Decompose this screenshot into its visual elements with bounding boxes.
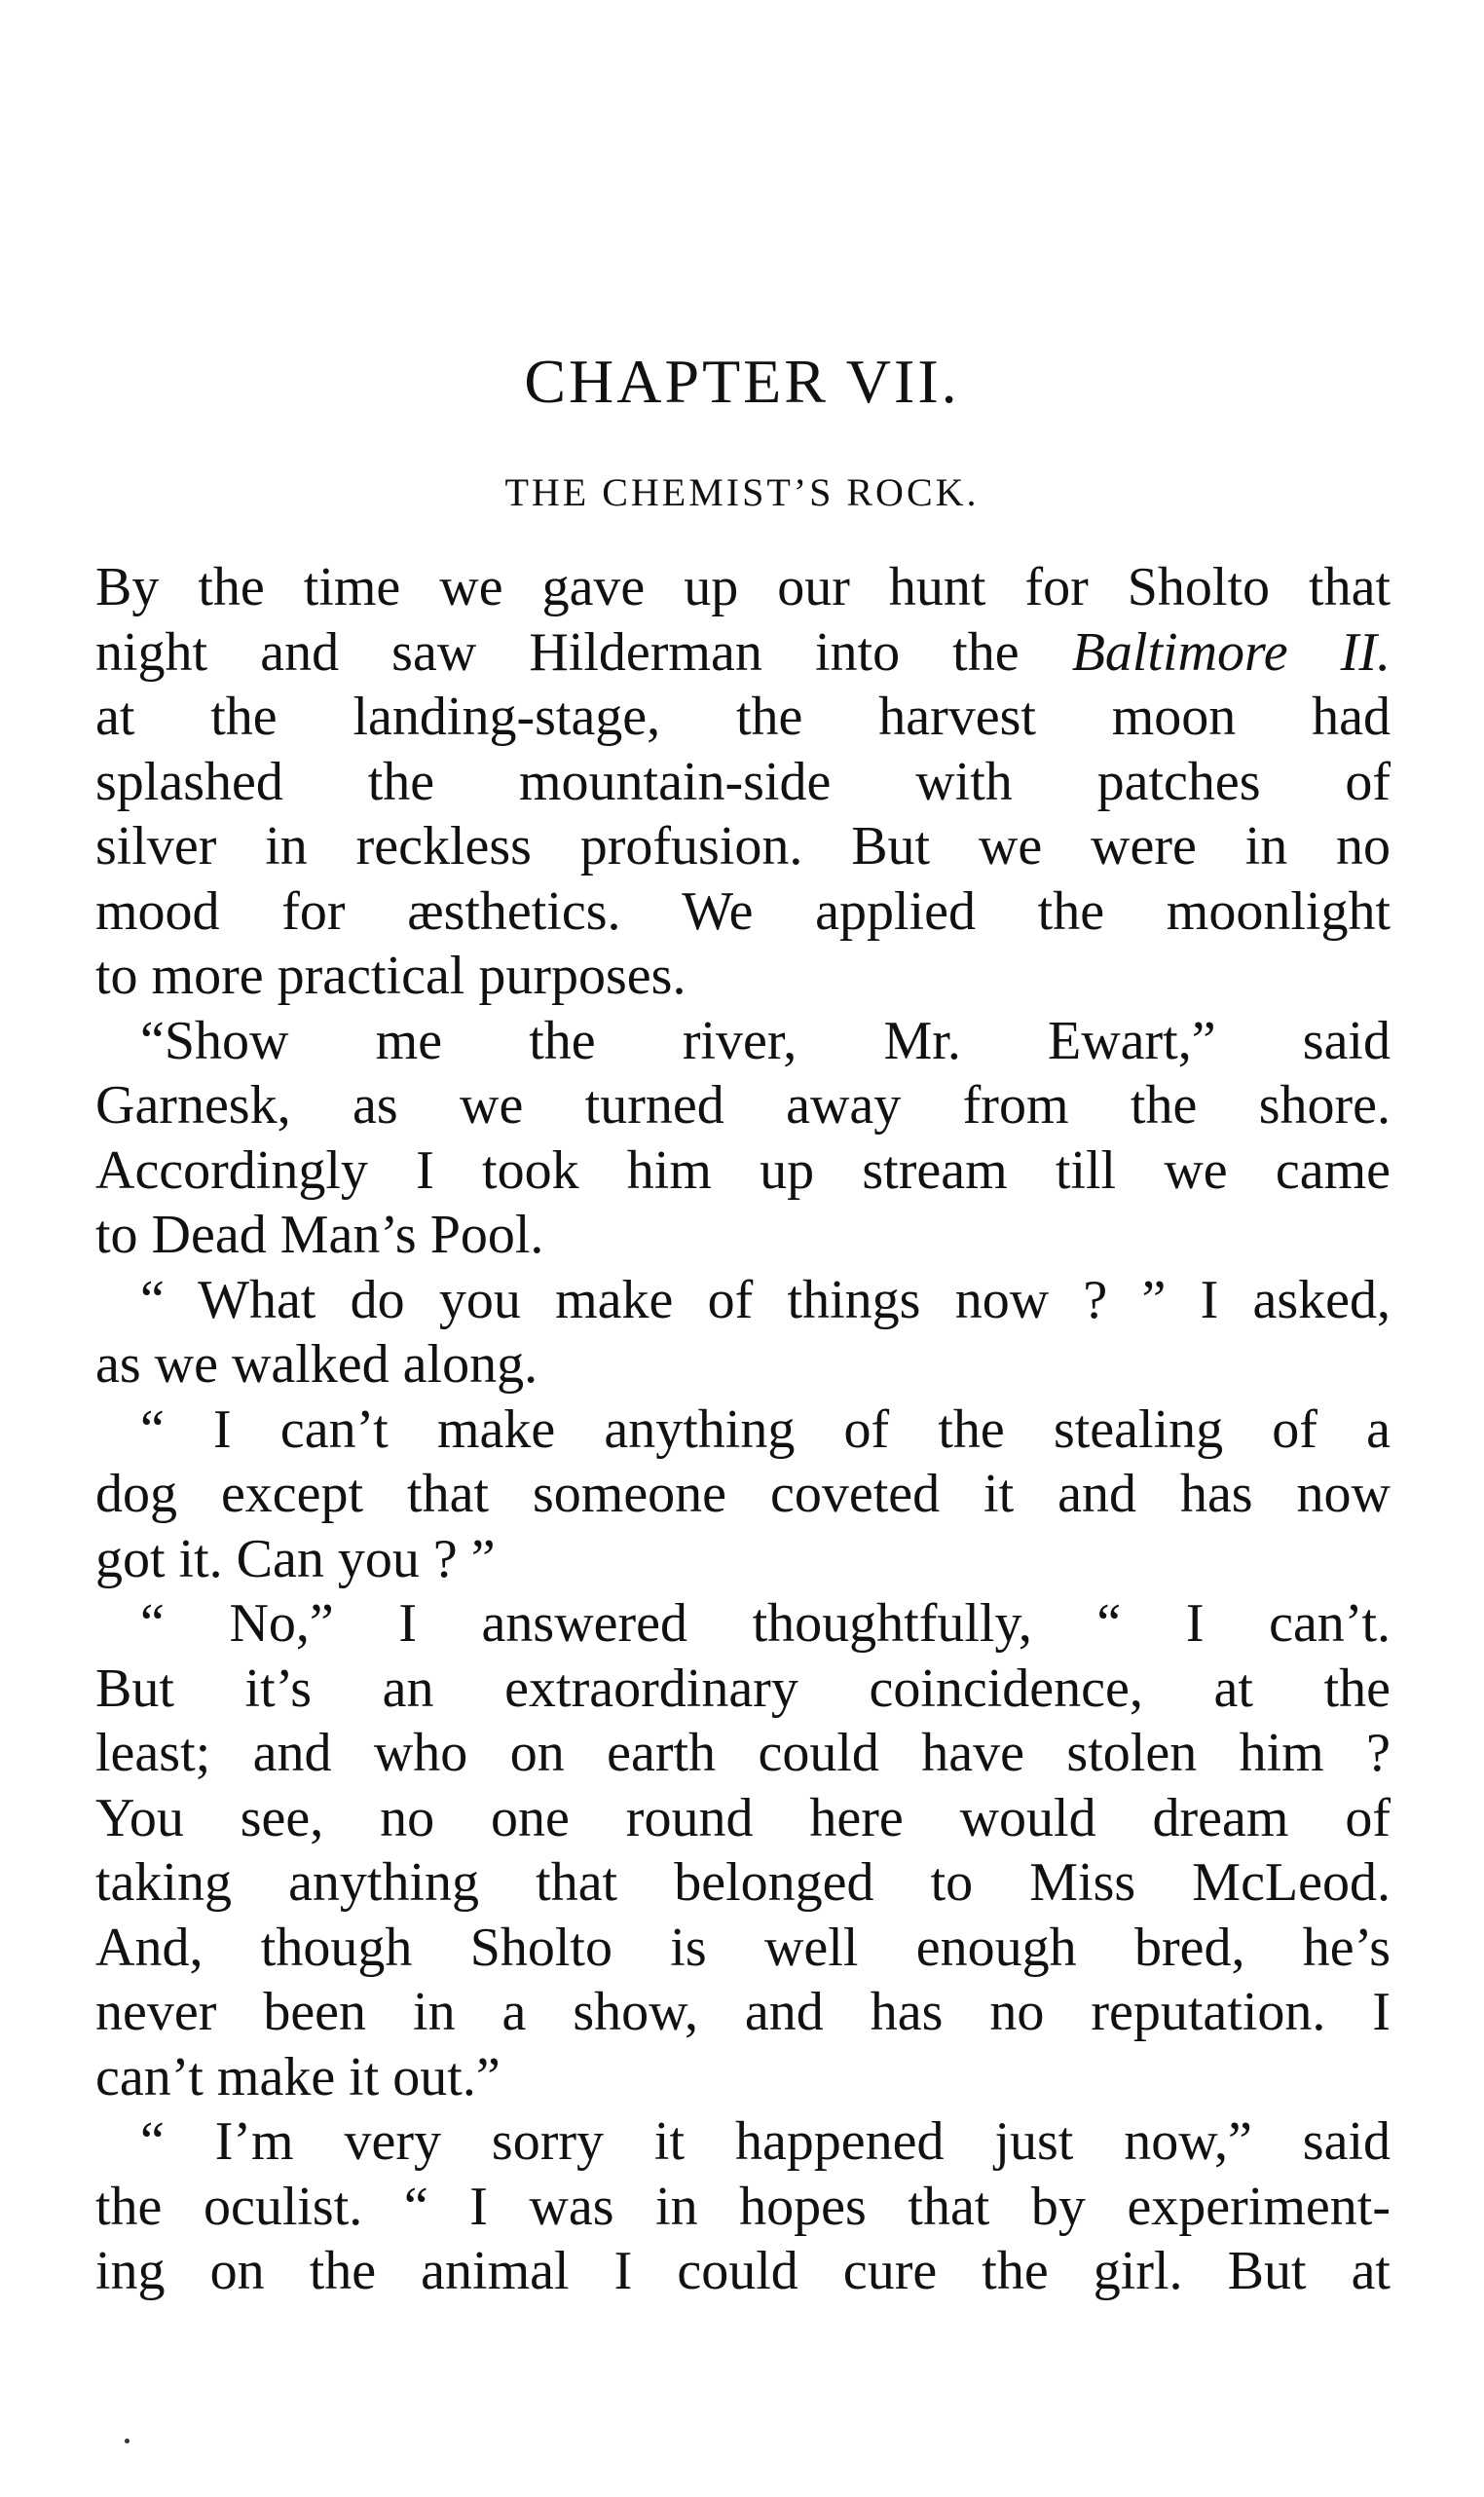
text-line: ing on the animal I could cure the girl. But at xyxy=(95,2241,1391,2301)
text-line: can’t make it out.” xyxy=(95,2046,501,2107)
chapter-title: CHAPTER VII. xyxy=(524,347,960,416)
text-line: least; and who on earth could have stolen him ? xyxy=(95,1723,1391,1783)
text-line: to Dead Man’s Pool. xyxy=(95,1205,544,1265)
text-line: “ I can’t make anything of the stealing of a xyxy=(140,1398,1391,1460)
text-line: mood for æsthetics. We applied the moonlight xyxy=(95,880,1391,942)
text-line: the oculist. “ I was in hopes that by experiment- xyxy=(95,2176,1391,2237)
text-line: to more practical purposes. xyxy=(95,946,686,1006)
text-line: at the landing-stage, the harvest moon had xyxy=(95,687,1391,747)
text-line: silver in reckless profusion. But we were in no xyxy=(95,816,1391,876)
text-line: as we walked along. xyxy=(95,1334,538,1395)
text-line: Garnesk, as we turned away from the shore. xyxy=(95,1075,1391,1136)
text-line: “ No,” I answered thoughtfully, “ I can’t. xyxy=(140,1593,1391,1654)
text-line: never been in a show, and has no reputation. I xyxy=(95,1982,1391,2042)
ship-name: Baltimore II. xyxy=(1071,621,1391,683)
text-line: “ I’m very sorry it happened just now,” said xyxy=(140,2111,1391,2172)
text-line: And, though Sholto is well enough bred, he’s xyxy=(95,1917,1391,1978)
text-line: You see, no one round here would dream of xyxy=(95,1787,1391,1848)
text-line: By the time we gave up our hunt for Sholto that xyxy=(95,557,1391,617)
text-line: “Show me the river, Mr. Ewart,” said xyxy=(140,1010,1391,1071)
text-line: dog except that someone coveted it and has now xyxy=(95,1464,1391,1524)
body-text xyxy=(95,555,1391,2304)
text-line: splashed the mountain-side with patches of xyxy=(95,751,1391,812)
ink-speck xyxy=(125,2439,130,2443)
text-line: “ What do you make of things now ? ” I asked, xyxy=(140,1269,1391,1330)
text-line: But it’s an extraordinary coincidence, at the xyxy=(95,1658,1391,1719)
text-segment: night and saw Hilderman into the xyxy=(95,621,1072,683)
text-line xyxy=(95,620,1391,686)
text-line: got it. Can you ? ” xyxy=(95,1528,496,1589)
text-line: Accordingly I took him up stream till we came xyxy=(95,1139,1391,1201)
text-line: taking anything that belonged to Miss McLeod. xyxy=(95,1852,1391,1913)
chapter-subtitle: THE CHEMIST’S ROCK. xyxy=(504,470,980,514)
